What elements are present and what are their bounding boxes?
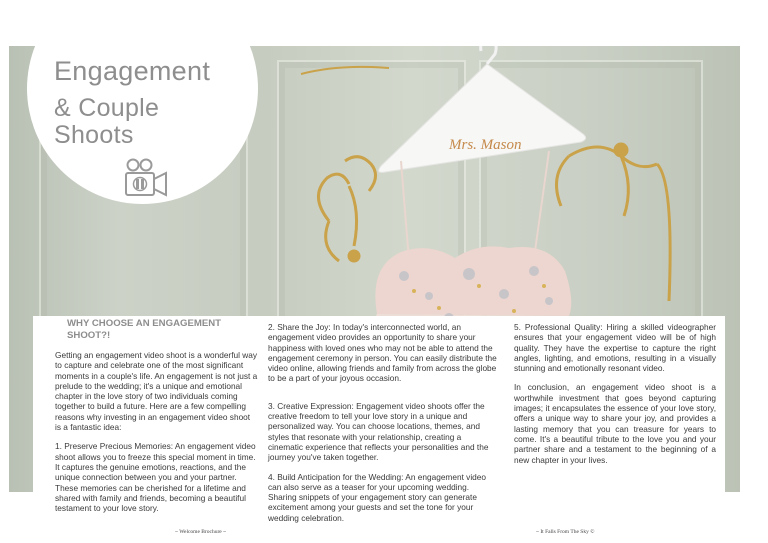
paragraph: In conclusion, an engagement video shoot is a worthwhile investment that goes beyond capturing images; it encapsulates the essence of your love story, offers a unique way to share your joy, and provides a lasting memory that you can treasure for years to come. It's a beautiful tribute to the love you and your partner share and a testament to the beginning of a new chapter in your lives. <box>514 382 716 465</box>
paragraph: 2. Share the Joy: In today's interconnected world, an engagement video provides an opportunity to share your happiness with loved ones who may not be able to attend the engagement ceremony in person. You can easily distribute the video online, allowing friends and family from across the globe to be a part of your joyous occasion. <box>268 322 497 384</box>
title-line-3: Shoots <box>54 121 134 149</box>
paragraph: 5. Professional Quality: Hiring a skilled videographer ensures that your engagement video will be of high quality. They have the expertise to capture the right angles, lighting, and emotions, resulting in a visually stunning and emotionally resonant video. <box>514 322 716 374</box>
text-column-2 <box>268 322 498 532</box>
video-camera-icon <box>117 157 169 199</box>
footer-right: ~ It Falls From The Sky © <box>536 529 595 535</box>
title-line-2: & Couple <box>54 94 160 122</box>
title-line-1: Engagement <box>54 56 211 86</box>
hanger-name: Mrs. Mason <box>449 137 522 153</box>
gilt-ornament-left <box>318 157 375 261</box>
section-heading: WHY CHOOSE AN ENGAGEMENT SHOOT?! <box>67 318 222 341</box>
paragraph: 3. Creative Expression: Engagement video shoots offer the creative freedom to tell your love story in a unique and personalized way. You can choose locations, themes, and styles that resonate with your relationship, creating a cinematic experience that reflects your personalities and the journey you've taken together. <box>268 400 489 463</box>
paragraph: Getting an engagement video shoot is a wonderful way to capture and celebrate one of the most significant moments in a couple's life. An engagement is not just a prelude to the wedding; it's a unique and emotional chapter in the love story of two individuals coming together to build a future. Here are a few compelling reasons why investing in an engagement video shoot is a fantastic idea: <box>55 350 258 433</box>
gilt-ornament-right <box>557 144 671 301</box>
text-column-1 <box>55 350 258 522</box>
footer-left: ~ Welcome Brochure ~ <box>175 529 227 535</box>
page-title <box>54 56 254 151</box>
paragraph: 1. Preserve Precious Memories: An engagement video shoot allows you to freeze this special moment in time. It captures the genuine emotions, reactions, and the unique connection between you and your partner. These memories can be cherished for a lifetime and shared with family and friends, becoming a beautiful testament to your love story. <box>55 441 256 514</box>
text-column-3 <box>514 322 716 474</box>
paragraph: 4. Build Anticipation for the Wedding: An engagement video can also serve as a teaser for your upcoming wedding. Sharing snippets of your engagement story can generate excitement among your guests and set the tone for your wedding celebration. <box>268 471 487 523</box>
